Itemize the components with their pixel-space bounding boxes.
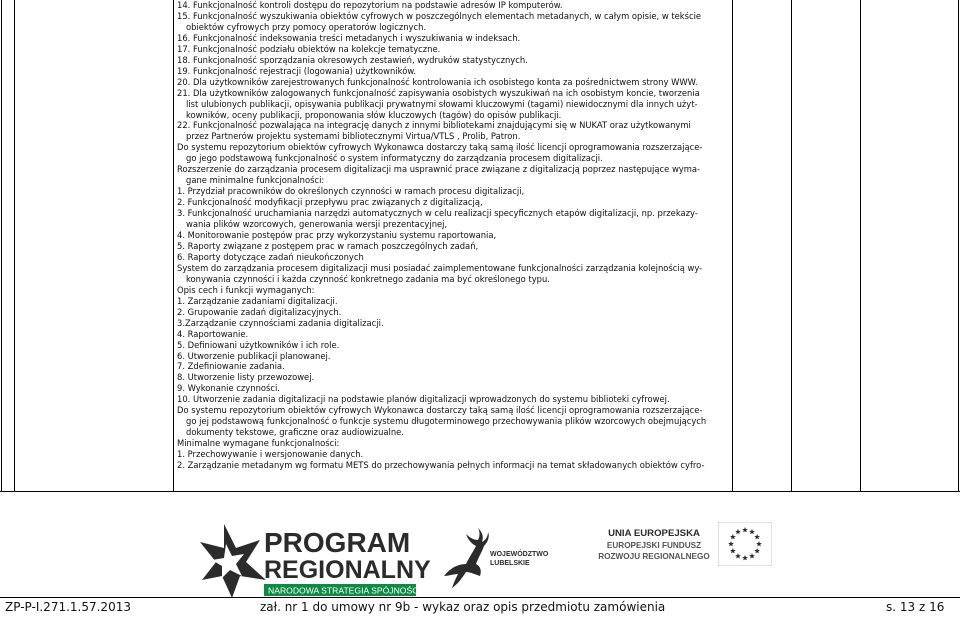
content-line: Do systemu repozytorium obiektów cyfrowych Wykonawca dostarczy taką samą ilość licencji oprogramowania rozszerzające- [177,405,703,416]
content-line: 1. Przechowywanie i wersjonowanie danych. [177,449,364,460]
content-line: 2. Grupowanie zadań digitalizacyjnych. [177,306,342,317]
content-line: 19. Funkcjonalność rejestracji (logowania) użytkowników. [177,65,417,76]
program-regionalny-logo [196,518,446,600]
star-burst-icon [200,524,266,598]
content-line: 17. Funkcjonalność podziału obiektów na kolekcje tematyczne. [177,43,441,54]
content-line: 3. Funkcjonalność uruchamiania narzędzi automatycznych w celu realizacji specyficznych etapów digitalizacji, np. przekazy- [177,208,698,219]
content-line: Rozszerzenie do zarządzania procesem digitalizacji ma usprawnić prace związane z digitalizacją poprzez następujące wyma- [177,164,701,175]
content-line: System do zarządzania procesem digitalizacji musi posiadać zaimplementowane funkcjonalności zarządzania kolejnością wy- [177,262,703,273]
footer-page-number: s. 13 z 16 [886,600,945,614]
program-subtitle: NARODOWA STRATEGIA SPÓJNOŚCI [268,585,421,596]
content-line: 3.Zarządzanie czynnościami zadania digitalizacji. [177,317,384,328]
woj-line2: LUBELSKIE [490,560,530,567]
logo-strip [0,500,960,600]
content-line: 6. Raporty dotyczące zadań nieukończonych [177,251,364,262]
content-line: 4. Monitorowanie postępów prac przy wykorzystaniu systemu raportowania, [177,230,497,241]
requirements-cell-text [177,0,729,490]
content-line: 22. Funkcjonalność pozwalająca na integrację danych z innymi bibliotekami znajdującymi się w NUKAT oraz użytkowanymi [177,120,691,131]
table-divider [791,0,792,492]
eu-text [592,528,716,562]
content-line: 2. Zarządzanie metadanym wg formatu METS do przechowywania pełnych informacji na temat składowanych obiektów cyfro- [177,460,705,471]
table-divider [14,0,15,492]
content-line: 1. Zarządzanie zadaniami digitalizacji. [177,295,338,306]
lubelskie-logo [436,524,556,596]
program-line2: REGIONALNY [264,556,431,584]
content-line: Minimalne wymagane funkcjonalności: [177,438,340,449]
content-line: 9. Wykonanie czynności. [177,383,280,394]
content-line: obiektów cyfrowych przy pomocy operatorów logicznych. [186,21,427,32]
content-line: 5. Definiowani użytkowników i ich role. [177,339,340,350]
content-line: 8. Utworzenie listy przewozowej. [177,372,315,383]
content-line: dokumenty tekstowe, graficzne oraz audiowizualne. [186,427,404,438]
content-line: go jej podstawową funkcjonalność o funkcje systemu długoterminowego przechowywania plików wzorcowych obejmujących [186,416,707,427]
page-footer [0,597,960,617]
footer-title: zał. nr 1 do umowy nr 9b - wykaz oraz opis przedmiotu zamówienia [260,600,666,614]
content-line: 21. Dla użytkowników zalogowanych funkcjonalność zapisywania osobistych wyszukiwań na ich osobistym koncie, tworzenia [177,87,700,98]
program-line1: PROGRAM [264,527,411,558]
content-line: 5. Raporty związane z postępem prac w ramach poszczególnych zadań, [177,240,479,251]
content-line: 16. Funkcjonalność indeksowania treści metadanych i wyszukiwania w indeksach. [177,32,521,43]
content-line: 10. Utworzenie zadania digitalizacji na podstawie planów digitalizacji wprowadzonych do systemu biblioteki cyfrowej. [177,394,670,405]
content-line: Do systemu repozytorium obiektów cyfrowych Wykonawca dostarczy taką samą ilość licencji oprogramowania rozszerzające- [177,142,703,153]
content-line: 15. Funkcjonalność wyszukiwania obiektów cyfrowych w poszczególnych elementach metadanych, w całym opisie, w tekście [177,10,702,21]
table-bottom-border [0,491,960,492]
deer-emblem-icon [444,528,489,588]
content-line: przez Partnerów projektu systemami bibliotecznymi Virtua/VTLS , Prolib, Patron. [186,131,521,142]
content-line: 1. Przydział pracowników do określonych czynności w ramach procesu digitalizacji, [177,186,525,197]
eu-line1: UNIA EUROPEJSKA [608,528,700,539]
content-line: 4. Raportowanie. [177,328,249,339]
content-line: go jego podstawową funkcjonalność o system informatyczny do zarządzania procesem digitalizacji. [186,153,603,164]
content-line: kowników, oceny publikacji, proponowania słów kluczowych (tagów) do opisów publikacji. [186,109,562,120]
eu-flag [718,522,772,566]
table-divider [860,0,861,492]
table-divider [732,0,733,492]
content-line: konywania czynności i każda czynność konkretnego zadania ma być określonego typu. [186,273,550,284]
table-border-left [1,0,2,492]
content-line: 14. Funkcjonalność kontroli dostępu do repozytorium na podstawie adresów IP komputerów. [177,0,563,10]
content-line: Opis cech i funkcji wymaganych: [177,284,315,295]
content-line: list ulubionych publikacji, opisywania publikacji prywatnymi słowami kluczowymi (tagami) niewidocznymi dla innych użyt- [186,98,698,109]
content-line: 18. Funkcjonalność sporządzania okresowych zestawień, wydruków statystycznych. [177,54,528,65]
content-line: 6. Utworzenie publikacji planowanej. [177,350,331,361]
table-border-right [958,0,959,492]
eu-line2: EUROPEJSKI FUNDUSZ [606,541,702,550]
content-line: gane minimalne funkcjonalności: [186,175,325,186]
woj-line1: WOJEWÓDZTWO [490,551,549,558]
table-divider [173,0,174,492]
footer-reference: ZP-P-I.271.1.57.2013 [5,600,131,614]
content-line: 20. Dla użytkowników zarejestrowanych funkcjonalność kontrolowania ich osobistego konta za pośrednictwem strony WWW. [177,76,698,87]
content-line: wania plików wzorcowych, generowania wersji prezentacyjnej, [186,219,448,230]
eu-line3: ROZWOJU REGIONALNEGO [598,552,710,561]
content-line: 7. Zdefiniowanie zadania. [177,361,285,372]
content-line: 2. Funkcjonalność modyfikacji przepływu prac związanych z digitalizacją, [177,197,483,208]
